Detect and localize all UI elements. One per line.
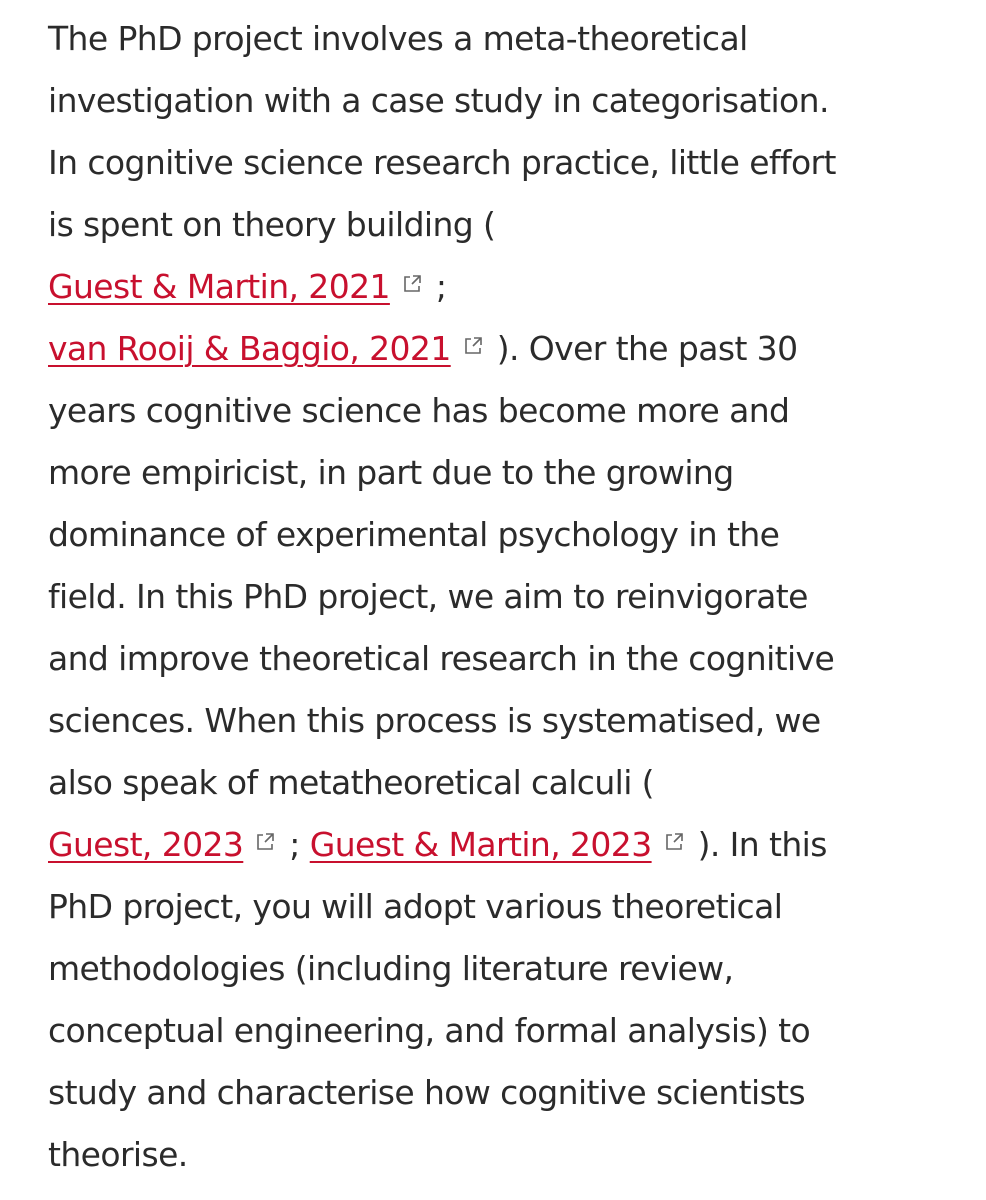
external-link-icon[interactable] bbox=[402, 274, 422, 294]
paragraph-line: is spent on theory building ( bbox=[48, 205, 496, 244]
inline-text: ). Over the past 30 bbox=[496, 329, 798, 368]
paragraph-line: theorise. bbox=[48, 1135, 188, 1174]
paragraph-line bbox=[48, 256, 948, 318]
paragraph-line: The PhD project involves a meta-theoretical bbox=[48, 19, 748, 58]
reference-link-guest-martin-2021[interactable]: Guest & Martin, 2021 bbox=[48, 267, 390, 306]
paragraph-line: more empiricist, in part due to the growing bbox=[48, 453, 734, 492]
paragraph-line: dominance of experimental psychology in the bbox=[48, 515, 780, 554]
paragraph-line: study and characterise how cognitive scientists bbox=[48, 1073, 806, 1112]
paragraph-line bbox=[48, 814, 948, 876]
paragraph-line: sciences. When this process is systematised, we bbox=[48, 701, 821, 740]
paragraph-line: and improve theoretical research in the cognitive bbox=[48, 639, 835, 678]
paragraph-line: also speak of metatheoretical calculi ( bbox=[48, 763, 654, 802]
external-link-icon[interactable] bbox=[463, 336, 483, 356]
article-paragraph bbox=[48, 8, 948, 1186]
reference-link-guest-martin-2023[interactable]: Guest & Martin, 2023 bbox=[309, 825, 652, 864]
reference-link-van-rooij-baggio-2021[interactable]: van Rooij & Baggio, 2021 bbox=[48, 329, 451, 368]
reference-link-guest-2023[interactable]: Guest, 2023 bbox=[48, 825, 244, 864]
inline-text: ). In this bbox=[697, 825, 827, 864]
paragraph-line: methodologies (including literature review, bbox=[48, 949, 734, 988]
paragraph-line: conceptual engineering, and formal analysis) to bbox=[48, 1011, 811, 1050]
separator-text: ; bbox=[289, 825, 300, 864]
paragraph-line: years cognitive science has become more and bbox=[48, 391, 790, 430]
external-link-icon[interactable] bbox=[255, 832, 275, 852]
paragraph-line: investigation with a case study in categorisation. bbox=[48, 81, 829, 120]
paragraph-line: field. In this PhD project, we aim to reinvigorate bbox=[48, 577, 808, 616]
paragraph-line bbox=[48, 318, 948, 380]
paragraph-line: In cognitive science research practice, little effort bbox=[48, 143, 836, 182]
paragraph-line: PhD project, you will adopt various theoretical bbox=[48, 887, 783, 926]
separator-text: ; bbox=[435, 267, 447, 306]
external-link-icon[interactable] bbox=[664, 832, 684, 852]
